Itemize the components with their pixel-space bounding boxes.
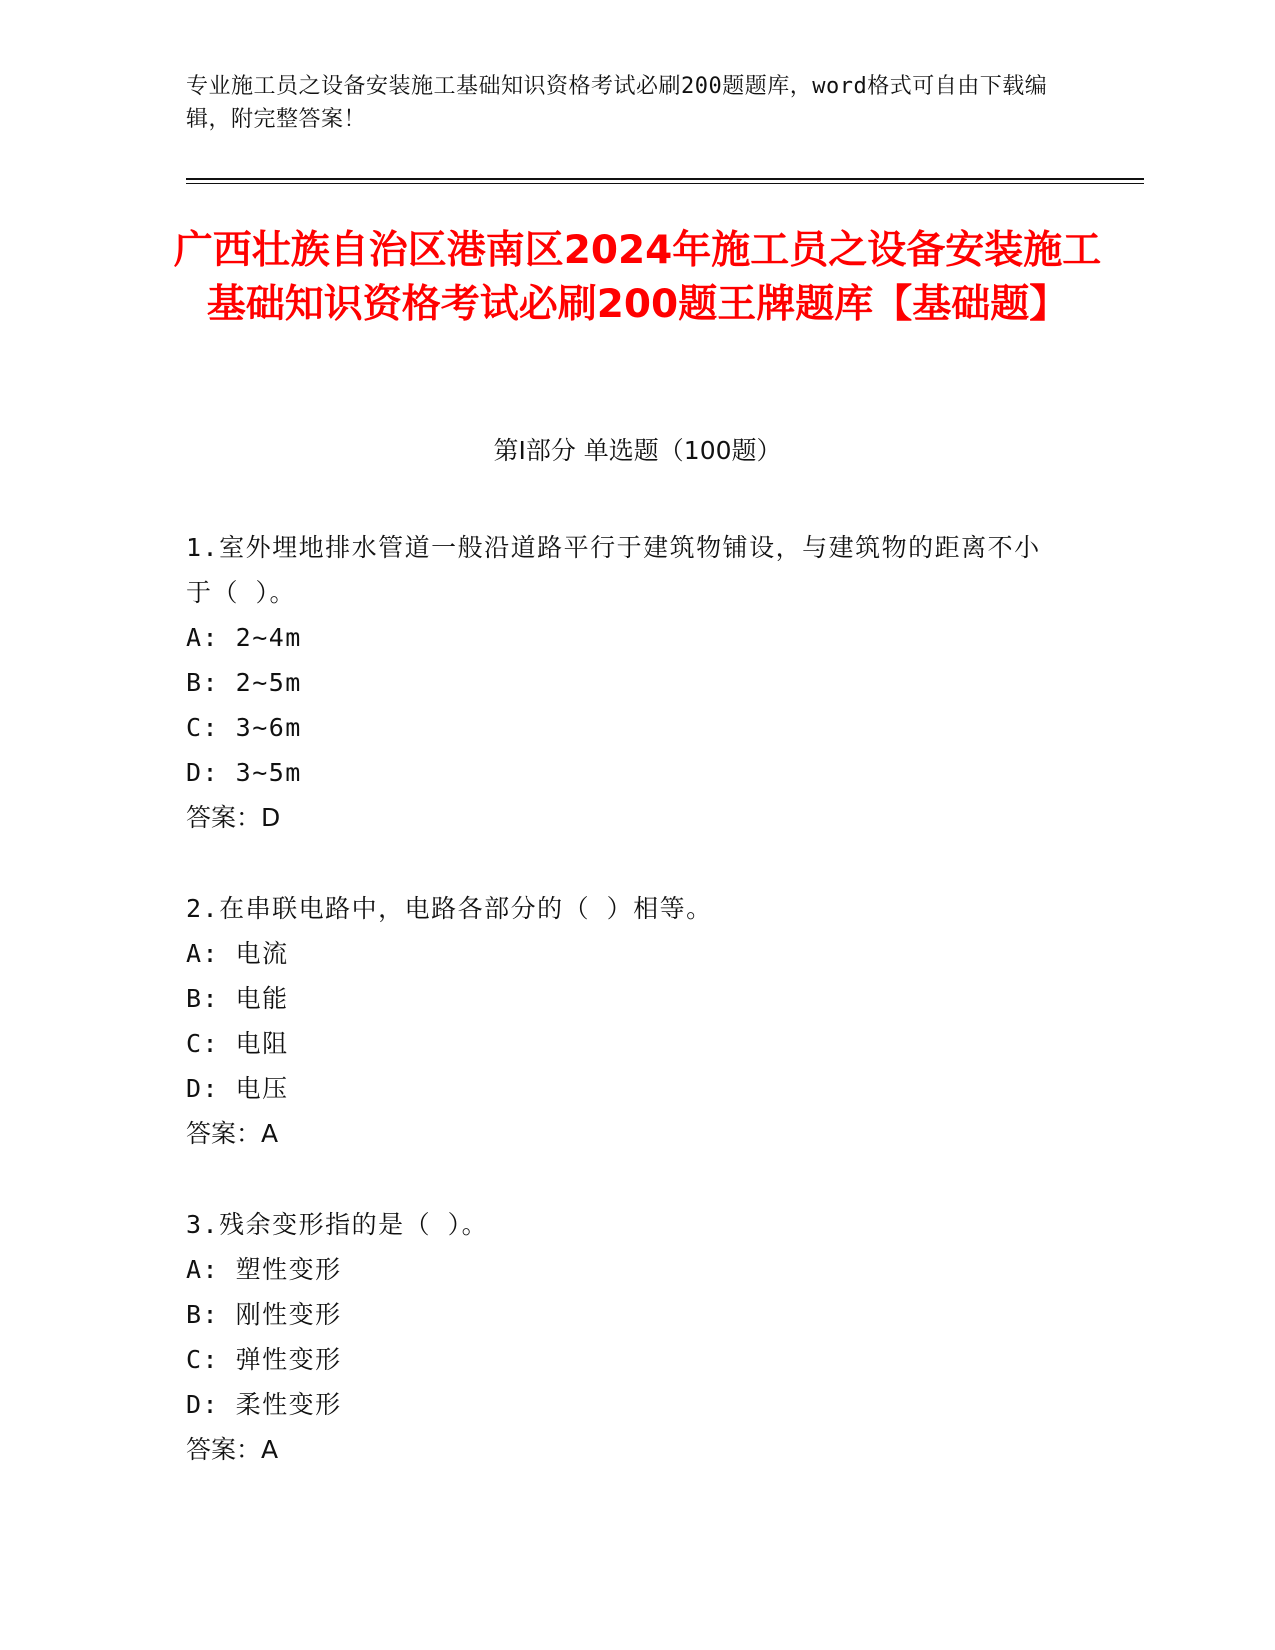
header-note: 专业施工员之设备安装施工基础知识资格考试必刷200题题库，word格式可自由下载编辑，附完整答案！: [186, 74, 1048, 132]
option-d: D: 3~5m: [186, 758, 302, 787]
option-a: A: 塑性变形: [186, 1255, 342, 1284]
question-list: [186, 525, 1066, 1518]
option-c: C: 3~6m: [186, 713, 302, 742]
section-title: 第I部分 单选题（100题）: [493, 436, 782, 465]
option-c: C: 电阻: [186, 1029, 289, 1058]
question-stem: 3.残余变形指的是（ ）。: [186, 1210, 489, 1239]
header-rule-thick: [186, 178, 1144, 180]
document-title: 广西壮族自治区港南区2024年施工员之设备安装施工基础知识资格考试必刷200题王牌题库【基础题】: [173, 228, 1102, 327]
question-2: [186, 886, 1066, 1156]
question-1: [186, 525, 1066, 840]
option-d: D: 柔性变形: [186, 1390, 342, 1419]
answer: 答案：D: [186, 803, 281, 832]
option-a: A: 2~4m: [186, 623, 302, 652]
option-a: A: 电流: [186, 939, 289, 968]
answer: 答案：A: [186, 1435, 279, 1464]
answer: 答案：A: [186, 1119, 279, 1148]
option-d: D: 电压: [186, 1074, 289, 1103]
header-rule-thin: [186, 183, 1144, 184]
option-c: C: 弹性变形: [186, 1345, 342, 1374]
question-3: [186, 1202, 1066, 1472]
option-b: B: 2~5m: [186, 668, 302, 697]
option-b: B: 电能: [186, 984, 289, 1013]
question-stem: 1.室外埋地排水管道一般沿道路平行于建筑物铺设，与建筑物的距离不小于（ ）。: [186, 533, 1041, 607]
question-stem: 2.在串联电路中，电路各部分的（ ）相等。: [186, 894, 713, 923]
option-b: B: 刚性变形: [186, 1300, 342, 1329]
